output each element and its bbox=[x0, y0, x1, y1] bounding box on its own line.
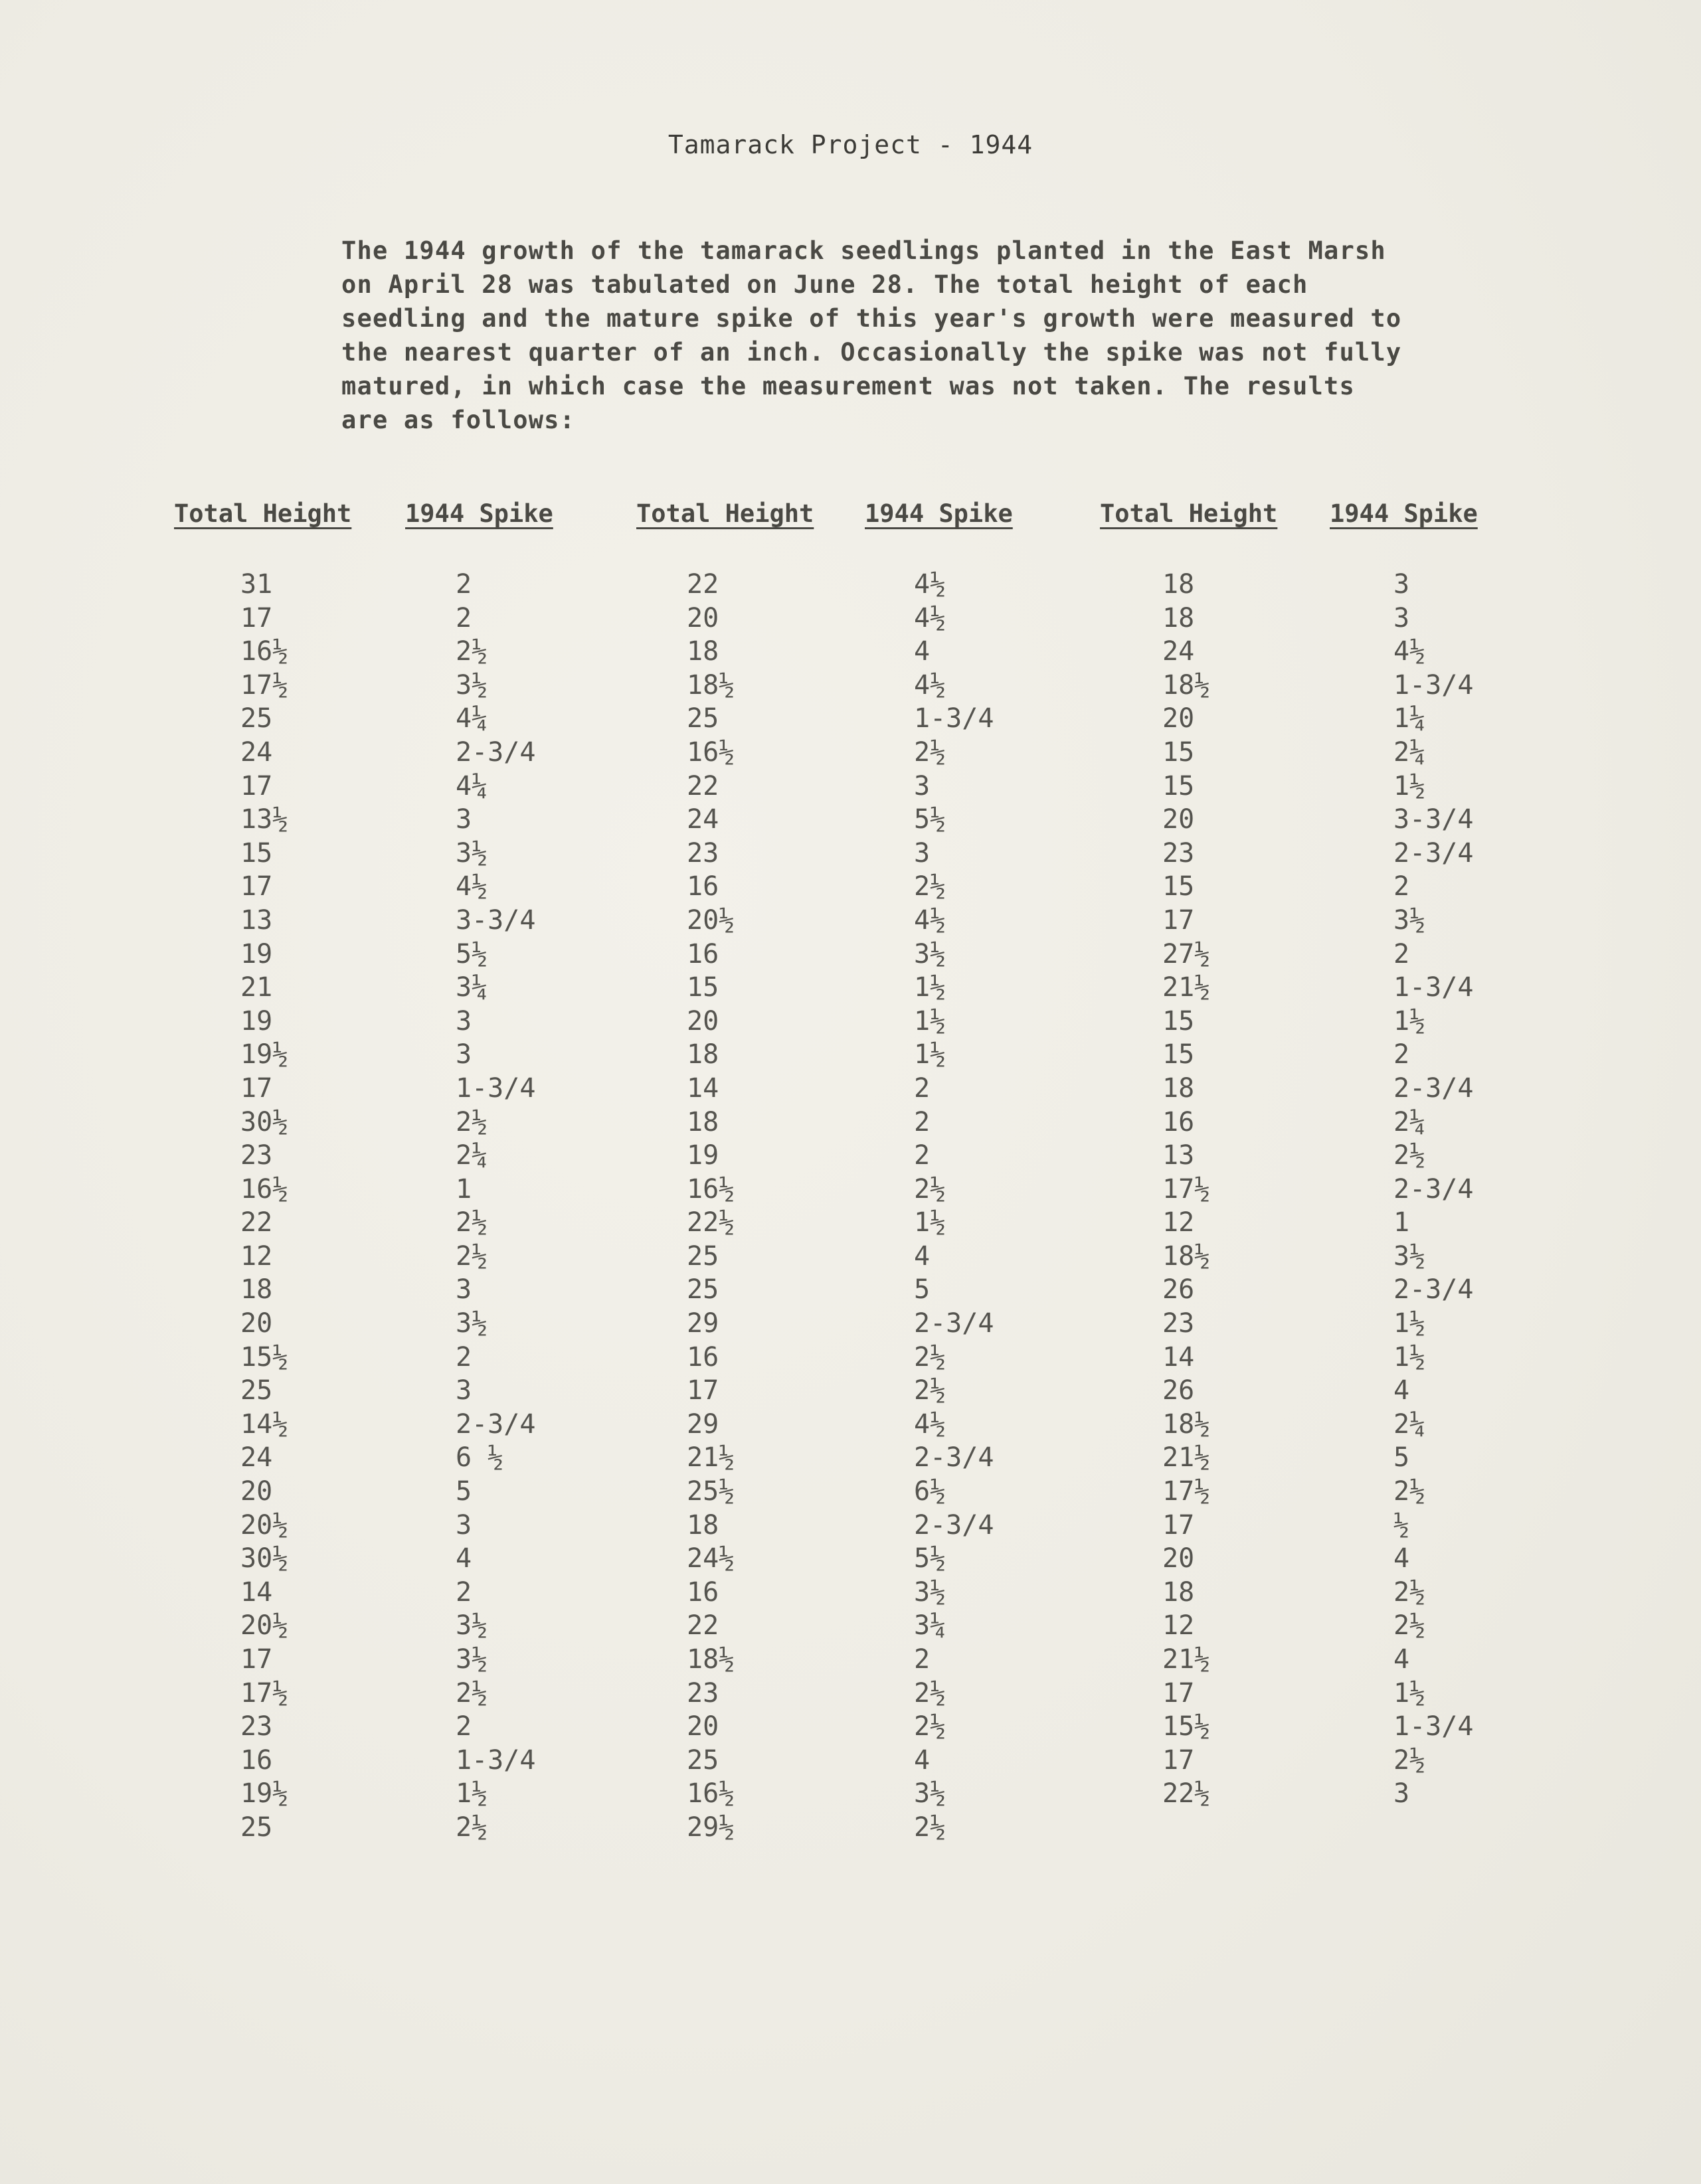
table-cell: 4 bbox=[456, 1543, 472, 1574]
table-cell: 18 bbox=[687, 1509, 719, 1541]
table-cell: 2½ bbox=[456, 1106, 488, 1137]
table-cell: 2½ bbox=[914, 1173, 946, 1205]
table-cell: 1½ bbox=[1393, 1308, 1426, 1339]
header-total-height-2: Total Height bbox=[636, 499, 814, 528]
table-cell: 1½ bbox=[914, 1005, 946, 1037]
table-cell: 4½ bbox=[914, 602, 946, 633]
table-cell: ½ bbox=[1393, 1509, 1410, 1541]
table-cell: 2½ bbox=[456, 1677, 488, 1709]
table-cell: 16 bbox=[687, 1341, 719, 1373]
table-cell: 2 bbox=[914, 1106, 931, 1137]
table-cell: 4¼ bbox=[456, 703, 488, 734]
table-cell: 19 bbox=[240, 1005, 273, 1037]
table-cell: 2-3/4 bbox=[1393, 1173, 1474, 1205]
table-cell: 1½ bbox=[1393, 1005, 1426, 1037]
table-cell: 1-3/4 bbox=[456, 1744, 536, 1776]
table-cell: 3¼ bbox=[914, 1610, 946, 1641]
table-cell: 4½ bbox=[914, 1408, 946, 1440]
document-title: Tamarack Project - 1944 bbox=[668, 130, 1033, 159]
table-cell: 3 bbox=[456, 1509, 472, 1541]
table-cell: 20 bbox=[240, 1476, 273, 1507]
table-cell: 2 bbox=[456, 569, 472, 600]
table-cell: 17½ bbox=[240, 1677, 289, 1709]
table-cell: 4 bbox=[914, 1744, 931, 1776]
table-cell: 2½ bbox=[914, 736, 946, 768]
column-spike-1 bbox=[456, 568, 535, 1845]
table-cell: 19 bbox=[687, 1140, 719, 1171]
table-cell: 31 bbox=[240, 569, 273, 600]
table-cell: 16 bbox=[687, 1576, 719, 1608]
table-cell: 2½ bbox=[914, 871, 946, 902]
table-cell: 4 bbox=[914, 636, 931, 667]
table-cell: 20 bbox=[687, 1711, 719, 1742]
table-cell: 15 bbox=[1162, 1039, 1195, 1070]
table-cell: 3½ bbox=[456, 1644, 488, 1675]
table-cell: 24 bbox=[240, 736, 273, 768]
table-cell: 1½ bbox=[1393, 1341, 1426, 1373]
table-cell: 3½ bbox=[456, 1610, 488, 1641]
table-cell: 23 bbox=[687, 1677, 719, 1709]
table-cell: 2¼ bbox=[1393, 1408, 1426, 1440]
table-cell: 3 bbox=[456, 1274, 472, 1305]
column-spike-2 bbox=[914, 568, 994, 1845]
table-cell: 18 bbox=[240, 1274, 273, 1305]
table-cell: 17 bbox=[1162, 904, 1195, 936]
table-cell: 16½ bbox=[687, 1778, 735, 1809]
table-cell: 2½ bbox=[914, 1341, 946, 1373]
table-cell: 17 bbox=[240, 1644, 273, 1675]
table-cell: 25 bbox=[687, 703, 719, 734]
table-cell: 3 bbox=[456, 804, 472, 835]
table-cell: 22½ bbox=[687, 1207, 735, 1238]
table-cell: 2-3/4 bbox=[914, 1308, 994, 1339]
table-cell: 3½ bbox=[456, 1308, 488, 1339]
table-cell: 2-3/4 bbox=[1393, 1274, 1474, 1305]
table-cell: 4½ bbox=[914, 569, 946, 600]
table-cell: 5½ bbox=[914, 804, 946, 835]
table-cell: 22 bbox=[687, 1610, 719, 1641]
table-cell: 1 bbox=[1393, 1207, 1410, 1238]
table-cell: 18 bbox=[1162, 1072, 1195, 1104]
table-cell: 16 bbox=[687, 871, 719, 902]
table-cell: 3½ bbox=[914, 938, 946, 969]
table-cell: 2½ bbox=[456, 1811, 488, 1843]
table-cell: 18 bbox=[687, 636, 719, 667]
header-total-height-3: Total Height bbox=[1100, 499, 1278, 528]
table-cell: 4 bbox=[1393, 1375, 1410, 1406]
column-spike-3 bbox=[1393, 568, 1473, 1811]
table-cell: 22½ bbox=[1162, 1778, 1211, 1809]
table-cell: 3-3/4 bbox=[456, 904, 536, 936]
table-cell: 1-3/4 bbox=[1393, 972, 1474, 1003]
table-cell: 3 bbox=[1393, 1778, 1410, 1809]
table-cell: 2½ bbox=[1393, 1610, 1426, 1641]
table-cell: 2½ bbox=[1393, 1576, 1426, 1608]
table-cell: 20½ bbox=[240, 1509, 289, 1541]
table-cell: 29 bbox=[687, 1308, 719, 1339]
column-total-height-3 bbox=[1162, 568, 1210, 1811]
table-cell: 25 bbox=[240, 703, 273, 734]
table-cell: 2¼ bbox=[1393, 1106, 1426, 1137]
table-cell: 16½ bbox=[240, 1173, 289, 1205]
table-cell: 2½ bbox=[456, 636, 488, 667]
table-cell: 2 bbox=[456, 1711, 472, 1742]
table-cell: 5½ bbox=[914, 1543, 946, 1574]
header-spike-2: 1944 Spike bbox=[865, 499, 1013, 528]
table-cell: 15½ bbox=[1162, 1711, 1211, 1742]
header-spike-1: 1944 Spike bbox=[405, 499, 553, 528]
table-cell: 14½ bbox=[240, 1408, 289, 1440]
table-cell: 29 bbox=[687, 1408, 719, 1440]
table-cell: 3 bbox=[456, 1375, 472, 1406]
table-cell: 2½ bbox=[914, 1677, 946, 1709]
table-cell: 2 bbox=[456, 602, 472, 633]
table-cell: 13½ bbox=[240, 804, 289, 835]
column-total-height-2 bbox=[687, 568, 735, 1845]
table-cell: 13 bbox=[1162, 1140, 1195, 1171]
table-cell: 17 bbox=[1162, 1677, 1195, 1709]
table-cell: 4 bbox=[1393, 1543, 1410, 1574]
table-cell: 16½ bbox=[240, 636, 289, 667]
table-cell: 21½ bbox=[687, 1442, 735, 1473]
table-cell: 19½ bbox=[240, 1039, 289, 1070]
table-cell: 2 bbox=[914, 1072, 931, 1104]
table-cell: 3 bbox=[1393, 602, 1410, 633]
table-cell: 1½ bbox=[456, 1778, 488, 1809]
table-cell: 2½ bbox=[1393, 1744, 1426, 1776]
intro-paragraph: The 1944 growth of the tamarack seedlings planted in the East Marsh on April 28 was tabulated on June 28. The total height of each seedling and the mature spike of this year's growth were measured to the nearest quarter of an inch. Occasionally the spike was not fully matured, in which case the measurement was not taken. The results are as follows: bbox=[341, 236, 1402, 434]
table-cell: 15 bbox=[1162, 871, 1195, 902]
table-cell: 2-3/4 bbox=[1393, 837, 1474, 869]
table-cell: 5 bbox=[1393, 1442, 1410, 1473]
table-cell: 1½ bbox=[914, 972, 946, 1003]
table-cell: 17 bbox=[1162, 1509, 1195, 1541]
table-cell: 24 bbox=[1162, 636, 1195, 667]
table-cell: 1½ bbox=[914, 1039, 946, 1070]
table-cell: 1-3/4 bbox=[914, 703, 994, 734]
table-cell: 2¼ bbox=[456, 1140, 488, 1171]
table-cell: 18 bbox=[1162, 602, 1195, 633]
table-cell: 23 bbox=[687, 837, 719, 869]
table-cell: 26 bbox=[1162, 1274, 1195, 1305]
table-cell: 18½ bbox=[1162, 1240, 1211, 1272]
table-cell: 19½ bbox=[240, 1778, 289, 1809]
table-cell: 18½ bbox=[687, 669, 735, 701]
table-cell: 20 bbox=[1162, 1543, 1195, 1574]
table-cell: 2½ bbox=[456, 1240, 488, 1272]
table-cell: 1½ bbox=[914, 1207, 946, 1238]
table-cell: 2 bbox=[914, 1140, 931, 1171]
table-cell: 24 bbox=[687, 804, 719, 835]
table-cell: 17½ bbox=[1162, 1476, 1211, 1507]
table-cell: 2½ bbox=[1393, 1140, 1426, 1171]
table-cell: 1-3/4 bbox=[1393, 1711, 1474, 1742]
table-cell: 16 bbox=[687, 938, 719, 969]
table-cell: 23 bbox=[1162, 1308, 1195, 1339]
table-cell: 3½ bbox=[914, 1778, 946, 1809]
table-cell: 2½ bbox=[914, 1711, 946, 1742]
table-cell: 3 bbox=[914, 770, 931, 801]
table-cell: 5½ bbox=[456, 938, 488, 969]
table-cell: 18 bbox=[1162, 1576, 1195, 1608]
table-cell: 3½ bbox=[456, 669, 488, 701]
table-cell: 4¼ bbox=[456, 770, 488, 801]
table-cell: 24 bbox=[240, 1442, 273, 1473]
table-cell: 15 bbox=[687, 972, 719, 1003]
table-cell: 21 bbox=[240, 972, 273, 1003]
table-cell: 2 bbox=[1393, 1039, 1410, 1070]
table-cell: 2 bbox=[914, 1644, 931, 1675]
table-cell: 6 ½ bbox=[456, 1442, 504, 1473]
table-cell: 18 bbox=[1162, 569, 1195, 600]
table-cell: 20 bbox=[687, 602, 719, 633]
table-cell: 22 bbox=[687, 569, 719, 600]
table-cell: 1-3/4 bbox=[456, 1072, 536, 1104]
table-cell: 20 bbox=[687, 1005, 719, 1037]
table-cell: 15 bbox=[1162, 770, 1195, 801]
table-cell: 22 bbox=[240, 1207, 273, 1238]
table-cell: 20½ bbox=[687, 904, 735, 936]
table-cell: 3 bbox=[456, 1039, 472, 1070]
table-cell: 25 bbox=[240, 1811, 273, 1843]
table-cell: 21½ bbox=[1162, 1644, 1211, 1675]
table-cell: 12 bbox=[240, 1240, 273, 1272]
header-spike-3: 1944 Spike bbox=[1330, 499, 1478, 528]
table-cell: 17½ bbox=[1162, 1173, 1211, 1205]
table-cell: 23 bbox=[240, 1711, 273, 1742]
table-cell: 17 bbox=[1162, 1744, 1195, 1776]
table-cell: 18½ bbox=[687, 1644, 735, 1675]
table-cell: 20 bbox=[240, 1308, 273, 1339]
table-cell: 12 bbox=[1162, 1610, 1195, 1641]
table-cell: 30½ bbox=[240, 1106, 289, 1137]
table-cell: 16 bbox=[240, 1744, 273, 1776]
table-cell: 16½ bbox=[687, 1173, 735, 1205]
table-cell: 1¼ bbox=[1393, 703, 1426, 734]
table-cell: 17 bbox=[240, 871, 273, 902]
table-cell: 17 bbox=[687, 1375, 719, 1406]
table-cell: 18 bbox=[687, 1039, 719, 1070]
table-cell: 3 bbox=[1393, 569, 1410, 600]
table-cell: 3 bbox=[914, 837, 931, 869]
table-cell: 3½ bbox=[1393, 1240, 1426, 1272]
table-cell: 2½ bbox=[914, 1375, 946, 1406]
table-cell: 15 bbox=[1162, 736, 1195, 768]
table-cell: 25 bbox=[240, 1375, 273, 1406]
table-cell: 14 bbox=[687, 1072, 719, 1104]
table-cell: 3 bbox=[456, 1005, 472, 1037]
table-cell: 2½ bbox=[456, 1207, 488, 1238]
table-cell: 2-3/4 bbox=[456, 1408, 536, 1440]
table-cell: 4½ bbox=[914, 669, 946, 701]
table-cell: 19 bbox=[240, 938, 273, 969]
table-cell: 14 bbox=[1162, 1341, 1195, 1373]
table-cell: 29½ bbox=[687, 1811, 735, 1843]
table-cell: 30½ bbox=[240, 1543, 289, 1574]
table-cell: 2 bbox=[1393, 938, 1410, 969]
table-cell: 1-3/4 bbox=[1393, 669, 1474, 701]
table-cell: 1½ bbox=[1393, 1677, 1426, 1709]
table-cell: 5 bbox=[456, 1476, 472, 1507]
table-cell: 18½ bbox=[1162, 1408, 1211, 1440]
table-cell: 4 bbox=[914, 1240, 931, 1272]
table-cell: 22 bbox=[687, 770, 719, 801]
table-cell: 2 bbox=[456, 1341, 472, 1373]
table-cell: 15½ bbox=[240, 1341, 289, 1373]
table-cell: 12 bbox=[1162, 1207, 1195, 1238]
table-cell: 25½ bbox=[687, 1476, 735, 1507]
table-cell: 2½ bbox=[1393, 1476, 1426, 1507]
table-cell: 23 bbox=[240, 1140, 273, 1171]
table-cell: 4½ bbox=[456, 871, 488, 902]
table-cell: 4 bbox=[1393, 1644, 1410, 1675]
table-cell: 25 bbox=[687, 1274, 719, 1305]
table-cell: 3½ bbox=[456, 837, 488, 869]
header-total-height-1: Total Height bbox=[174, 499, 352, 528]
table-cell: 2-3/4 bbox=[456, 736, 536, 768]
table-cell: 15 bbox=[1162, 1005, 1195, 1037]
table-cell: 17½ bbox=[240, 669, 289, 701]
column-total-height-1 bbox=[240, 568, 288, 1845]
table-cell: 4½ bbox=[1393, 636, 1426, 667]
table-cell: 25 bbox=[687, 1744, 719, 1776]
table-cell: 3½ bbox=[914, 1576, 946, 1608]
table-cell: 2-3/4 bbox=[914, 1442, 994, 1473]
table-cell: 25 bbox=[687, 1240, 719, 1272]
table-cell: 24½ bbox=[687, 1543, 735, 1574]
table-cell: 14 bbox=[240, 1576, 273, 1608]
table-cell: 3-3/4 bbox=[1393, 804, 1474, 835]
table-cell: 27½ bbox=[1162, 938, 1211, 969]
table-cell: 17 bbox=[240, 1072, 273, 1104]
table-cell: 2½ bbox=[914, 1811, 946, 1843]
table-cell: 20½ bbox=[240, 1610, 289, 1641]
table-cell: 3¼ bbox=[456, 972, 488, 1003]
table-cell: 1 bbox=[456, 1173, 472, 1205]
table-cell: 2-3/4 bbox=[914, 1509, 994, 1541]
table-cell: 20 bbox=[1162, 804, 1195, 835]
table-cell: 23 bbox=[1162, 837, 1195, 869]
table-cell: 18½ bbox=[1162, 669, 1211, 701]
table-cell: 26 bbox=[1162, 1375, 1195, 1406]
table-cell: 13 bbox=[240, 904, 273, 936]
table-cell: 5 bbox=[914, 1274, 931, 1305]
table-cell: 3½ bbox=[1393, 904, 1426, 936]
table-cell: 2 bbox=[1393, 871, 1410, 902]
table-cell: 21½ bbox=[1162, 1442, 1211, 1473]
table-cell: 2¼ bbox=[1393, 736, 1426, 768]
table-cell: 17 bbox=[240, 770, 273, 801]
table-cell: 4½ bbox=[914, 904, 946, 936]
table-cell: 1½ bbox=[1393, 770, 1426, 801]
table-cell: 17 bbox=[240, 602, 273, 633]
table-cell: 2-3/4 bbox=[1393, 1072, 1474, 1104]
table-cell: 6½ bbox=[914, 1476, 946, 1507]
table-cell: 2 bbox=[456, 1576, 472, 1608]
table-cell: 18 bbox=[687, 1106, 719, 1137]
table-cell: 20 bbox=[1162, 703, 1195, 734]
table-cell: 15 bbox=[240, 837, 273, 869]
table-cell: 16½ bbox=[687, 736, 735, 768]
table-cell: 21½ bbox=[1162, 972, 1211, 1003]
table-cell: 16 bbox=[1162, 1106, 1195, 1137]
